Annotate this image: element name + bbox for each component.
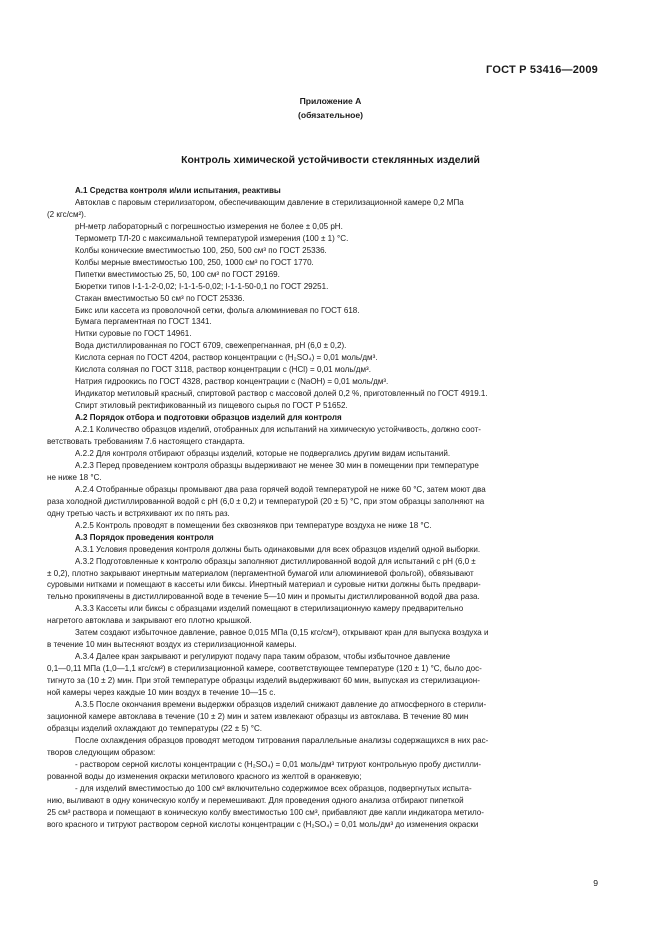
text-line: pH-метр лабораторный с погрешностью измерения не более ± 0,05 pH. (75, 221, 343, 231)
text-line: 25 см³ раствора и помещают в коническую колбу вместимостью 100 см³, прибавляют две капли индикатора метило- (47, 807, 484, 817)
text-line: одну третью часть и встряхивают их по пять раз. (47, 508, 230, 518)
text-line: Стакан вместимостью 50 см³ по ГОСТ 25336. (75, 293, 245, 303)
text-line: Натрия гидроокись по ГОСТ 4328, раствор концентрации с (NaOH) = 0,01 моль/дм³. (75, 377, 389, 387)
text-line: Вода дистиллированная по ГОСТ 6709, свежепрегнанная, pH (6,0 ± 0,2). (75, 341, 347, 351)
text-line: А.2.3 Перед проведением контроля образцы выдерживают не менее 30 мин в помещении при температуре (75, 460, 479, 470)
text-line: Термометр ТЛ-20 с максимальной температурой измерения (100 ± 1) °С. (75, 233, 349, 243)
text-line: Бикс или кассета из проволочной сетки, фольга алюминиевая по ГОСТ 618. (75, 305, 360, 315)
text-line: Колбы мерные вместимостью 100, 250, 1000 см³ по ГОСТ 1770. (75, 257, 314, 267)
text-line: Спирт этиловый ректификованный из пищевого сырья по ГОСТ Р 51652. (75, 401, 348, 411)
text-line: раза холодной дистиллированной водой с pH (6,0 ± 0,2) и температурой (20 ± 5) °С, при этом образцы заполняют на (47, 496, 485, 506)
appendix-title: Приложение А (299, 96, 362, 106)
text-line: зационной камере автоклава в течение (10 ± 2) мин и затем извлекают образцы из автоклава. В течение 80 мин (47, 711, 469, 721)
text-line: не ниже 18 °С. (47, 472, 102, 482)
text-line: творов следующим образом: (47, 747, 156, 757)
text-line: образцы изделий охлаждают до температуры (22 ± 5) °С. (47, 723, 262, 733)
text-line: А.3.3 Кассеты или биксы с образцами изделий помещают в стерилизационную камеру предварительно (75, 604, 464, 614)
text-line: А.2.2 Для контроля отбирают образцы изделий, которые не подвергались другим видам испытаний. (75, 448, 451, 458)
text-line: суровыми нитками и помещают в кассеты или биксы. Инертный материал и суровые нитки должны быть предвари- (47, 580, 481, 590)
text-line: Бумага пергаментная по ГОСТ 1341. (75, 317, 212, 327)
text-line: Автоклав с паровым стерилизатором, обеспечивающим давление в стерилизационной камере 0,2 МПа (75, 197, 464, 207)
document-title: Контроль химической устойчивости стеклянных изделий (181, 155, 480, 166)
text-line: - раствором серной кислоты концентрации с (H₂SO₄) = 0,01 моль/дм³ титруют контрольную пробу дистилли- (75, 759, 482, 769)
text-line: Бюретки типов I-1-1-2-0,02; I-1-1-5-0,02; I-1-1-50-0,1 по ГОСТ 29251. (75, 281, 329, 291)
text-line: А.2.4 Отобранные образцы промывают два раза горячей водой температурой не ниже 60 °С, затем моют два (75, 484, 486, 494)
text-line: А.2.1 Количество образцов изделий, отобранных для испытаний на химическую устойчивость, должно соот- (75, 425, 481, 435)
text-line: Кислота соляная по ГОСТ 3118, раствор концентрации с (HCl) = 0,01 моль/дм³. (75, 365, 371, 375)
section-heading: А.2 Порядок отбора и подготовки образцов изделий для контроля (75, 413, 342, 423)
text-line: Кислота серная по ГОСТ 4204, раствор концентрации с (H₂SO₄) = 0,01 моль/дм³. (75, 353, 378, 363)
text-line: А.2.5 Контроль проводят в помещении без сквозняков при температуре воздуха не ниже 18 °С. (75, 520, 432, 530)
text-line: А.3.4 Далее кран закрывают и регулируют подачу пара таким образом, чтобы избыточное давление (75, 652, 451, 662)
text-line: тельно прокипячены в дистиллированной воде в течение 5—10 мин и промыты дистиллированной водой два раза. (47, 592, 480, 602)
text-line: рованной воды до изменения окраски метилового красного из желтой в оранжевую; (47, 771, 362, 781)
text-line: ± 0,2), плотно закрывают инертным материалом (пергаментной бумагой или алюминиевой фольгой), обвязывают (47, 568, 474, 578)
text-line: нагретого автоклава и закрывают его плотно крышкой. (47, 616, 252, 626)
section-heading: А.1 Средства контроля и/или испытания, реактивы (75, 186, 281, 195)
text-line: (2 кгс/см²). (47, 209, 87, 219)
text-line: Индикатор метиловый красный, спиртовой раствор с массовой долей 0,2 %, приготовленный по ГОСТ 4919.1. (75, 389, 488, 399)
standard-number: ГОСТ Р 53416—2009 (486, 64, 598, 76)
text-line: А.3.1 Условия проведения контроля должны быть одинаковыми для всех образцов изделий одной выборки. (75, 544, 481, 554)
text-line: Нитки суровые по ГОСТ 14961. (75, 329, 192, 339)
text-line: 0,1—0,11 МПа (1,0—1,1 кгс/см²) в стерилизационной камере, соответствующее температуре (120 ± 1) °С, было дос- (47, 664, 482, 674)
text-line: ной камеры через каждые 10 мин воздух в течение 10—15 с. (47, 688, 276, 698)
text-line: А.3.2 Подготовленные к контролю образцы заполняют дистиллированной водой для испытаний с pH (6,0 ± (75, 556, 476, 566)
text-line: ветствовать требованиям 7.6 настоящего стандарта. (47, 437, 245, 447)
text-line: тигнуто за (10 ± 2) мин. При этой температуре образцы изделий выдерживают 60 мин, выпуская из стерилизацион- (47, 676, 480, 686)
body-text (47, 185, 613, 830)
text-line: А.3.5 После окончания времени выдержки образцов изделий снижают давление до атмосферного в стерили- (75, 699, 487, 709)
text-line: Пипетки вместимостью 25, 50, 100 см³ по ГОСТ 29169. (75, 269, 280, 279)
text-line: После охлаждения образцов проводят методом титрования параллельные анализы содержащихся в них рас- (75, 735, 489, 745)
section-heading: А.3 Порядок проведения контроля (75, 532, 214, 542)
text-line: вого красного и титруют раствором серной кислоты концентрации с (H₂SO₄) = 0,01 моль/дм³ до изменения окраски (47, 819, 479, 829)
text-line: нию, выливают в одну коническую колбу и перемешивают. Для проведения одного анализа отбирают пипеткой (47, 795, 464, 805)
text-line: в течение 10 мин вытесняют воздух из стерилизационной камеры. (47, 640, 297, 650)
text-line: - для изделий вместимостью до 100 см³ включительно содержимое всех образцов, подвергнутых испыта- (75, 783, 472, 793)
text-line: Колбы конические вместимостью 100, 250, 500 см³ по ГОСТ 25336. (75, 245, 327, 255)
appendix-status: (обязательное) (297, 110, 364, 120)
page-number: 9 (593, 878, 598, 888)
text-line: Затем создают избыточное давление, равное 0,015 МПа (0,15 кгс/см²), открывают кран для выпуска воздуха и (75, 628, 489, 638)
